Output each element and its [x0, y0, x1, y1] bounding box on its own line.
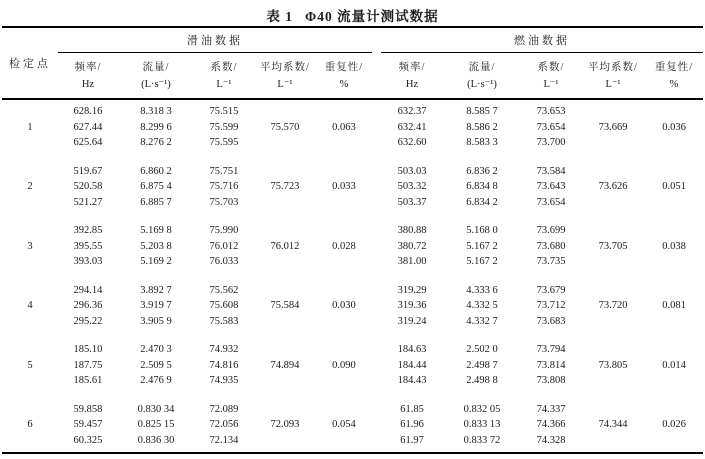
fuel-repeat-cell: 0.036: [662, 121, 686, 133]
oil-flow-cell: 2.476 9: [140, 375, 172, 386]
fuel-flow-cell: 4.333 6: [466, 284, 498, 296]
oil-flow-header: 流量/ (L·s⁻¹): [118, 53, 194, 100]
spacer-row: [2, 270, 703, 283]
oil-coef-cell: 75.595: [209, 137, 239, 148]
data-row: [2, 402, 703, 418]
fuel-flow-cell: 6.834 8: [466, 181, 498, 192]
fuel-freq-cell: 632.41: [397, 121, 427, 133]
fuel-freq-cell: 380.88: [397, 225, 427, 236]
oil-freq-cell: 519.67: [73, 165, 103, 177]
fuel-freq-cell: 319.29: [397, 284, 427, 296]
oil-coef-cell: 75.583: [209, 315, 239, 327]
oil-flow-cell: 3.892 7: [140, 284, 172, 296]
fuel-freq-cell: 503.32: [397, 181, 427, 192]
spacer-cell: [2, 270, 703, 283]
oil-flow-cell: 6.860 2: [140, 165, 172, 177]
spacer-cell: [2, 151, 703, 164]
fuel-freq-cell: 184.63: [397, 344, 427, 355]
data-row: [2, 342, 703, 358]
oil-avgcoef-header: 平均系数/ L⁻¹: [254, 53, 316, 100]
gap-cell: [372, 164, 381, 211]
fuel-avgcoef-cell: 73.805: [598, 359, 628, 371]
oil-coef-cell: 74.816: [209, 359, 239, 371]
gap-cell: [372, 342, 381, 389]
oil-freq-cell: 185.61: [73, 375, 103, 386]
spacer-cell: [2, 329, 703, 342]
fuel-coef-cell: 74.328: [536, 434, 566, 446]
flowmeter-data-table: [2, 26, 703, 454]
spacer-row: [2, 448, 703, 453]
group-header-row: [2, 27, 703, 53]
fuel-flow-cell: 4.332 7: [466, 315, 498, 327]
oil-coef-cell: 72.089: [209, 403, 239, 415]
fuel-coef-cell: 73.653: [536, 106, 566, 117]
oil-coef-cell: 75.562: [209, 284, 239, 296]
oil-freq-cell: 520.58: [73, 181, 103, 192]
group-header-fuel: 燃油数据: [381, 27, 703, 53]
oil-coef-cell: 75.703: [209, 196, 239, 208]
oil-freq-cell: 185.10: [73, 344, 103, 355]
fuel-coef-cell: 73.700: [536, 137, 566, 148]
checkpoint-cell: 2: [27, 181, 33, 192]
oil-freq-cell: 59.858: [73, 403, 103, 415]
oil-flow-cell: 5.169 2: [140, 256, 172, 267]
fuel-coef-cell: 74.366: [536, 419, 566, 430]
fuel-flow-cell: 8.586 2: [466, 121, 498, 133]
fuel-freq-cell: 503.37: [397, 196, 427, 208]
oil-avgcoef-cell: 76.012: [270, 240, 300, 252]
oil-coef-header: 系数/ L⁻¹: [194, 53, 254, 100]
checkpoint-cell: 5: [27, 359, 33, 371]
sub-header-row: [2, 53, 703, 100]
spacer-row: [2, 389, 703, 402]
oil-flow-cell: 3.905 9: [140, 315, 172, 327]
fuel-flow-cell: 2.498 7: [466, 359, 498, 371]
oil-coef-cell: 72.134: [209, 434, 239, 446]
oil-coef-cell: 74.932: [209, 344, 239, 355]
oil-coef-cell: 75.990: [209, 225, 239, 236]
checkpoint-cell: 4: [27, 300, 33, 311]
checkpoint-cell: 6: [27, 419, 33, 430]
fuel-flow-cell: 8.583 3: [466, 137, 498, 148]
oil-flow-cell: 0.836 30: [137, 434, 175, 446]
fuel-coef-cell: 73.654: [536, 196, 566, 208]
gap-cell: [372, 283, 381, 330]
oil-freq-cell: 395.55: [73, 240, 103, 252]
oil-avgcoef-cell: 75.723: [270, 181, 300, 192]
oil-freq-cell: 187.75: [73, 359, 103, 371]
checkpoint-cell: 1: [27, 121, 33, 133]
oil-coef-cell: 76.012: [209, 240, 239, 252]
fuel-coef-cell: 73.679: [536, 284, 566, 296]
oil-freq-cell: 521.27: [73, 196, 103, 208]
oil-coef-cell: 76.033: [209, 256, 239, 267]
spacer-row: [2, 329, 703, 342]
fuel-flow-cell: 8.585 7: [466, 106, 498, 117]
fuel-flow-cell: 4.332 5: [466, 300, 498, 311]
fuel-freq-cell: 632.37: [397, 106, 427, 117]
fuel-avgcoef-cell: 73.669: [598, 121, 628, 133]
oil-coef-cell: 75.515: [209, 106, 239, 117]
oil-freq-header: 频率/ Hz: [58, 53, 118, 100]
oil-repeat-cell: 0.054: [332, 419, 356, 430]
fuel-flow-cell: 5.167 2: [466, 240, 498, 252]
fuel-repeat-header: 重复性/ %: [645, 53, 703, 100]
fuel-flow-cell: 2.498 8: [466, 375, 498, 386]
gap-cell: [372, 223, 381, 270]
oil-repeat-cell: 0.090: [332, 359, 356, 371]
fuel-avgcoef-cell: 73.720: [598, 300, 628, 311]
oil-freq-cell: 294.14: [73, 284, 103, 296]
spacer-cell: [2, 210, 703, 223]
spacer-cell: [2, 448, 703, 453]
fuel-coef-cell: 73.654: [536, 121, 566, 133]
gap-cell: [372, 104, 381, 151]
oil-flow-cell: 8.276 2: [140, 137, 172, 148]
fuel-repeat-cell: 0.038: [662, 240, 686, 252]
fuel-flow-cell: 6.834 2: [466, 196, 498, 208]
oil-repeat-cell: 0.033: [332, 181, 356, 192]
oil-freq-cell: 295.22: [73, 315, 103, 327]
oil-freq-cell: 392.85: [73, 225, 103, 236]
oil-flow-cell: 6.885 7: [140, 196, 172, 208]
fuel-freq-cell: 381.00: [397, 256, 427, 267]
oil-flow-cell: 8.318 3: [140, 106, 172, 117]
oil-avgcoef-cell: 75.570: [270, 121, 300, 133]
fuel-flow-cell: 2.502 0: [466, 344, 498, 355]
checkpoint-cell: 3: [27, 240, 33, 252]
oil-flow-cell: 8.299 6: [140, 121, 172, 133]
oil-flow-cell: 0.825 15: [137, 419, 175, 430]
data-row: [2, 223, 703, 239]
fuel-coef-cell: 73.712: [536, 300, 566, 311]
fuel-flow-header: 流量/ (L·s⁻¹): [443, 53, 521, 100]
oil-flow-cell: 0.830 34: [137, 403, 175, 415]
fuel-freq-cell: 632.60: [397, 137, 427, 148]
oil-freq-cell: 625.64: [73, 137, 103, 148]
fuel-flow-cell: 5.167 2: [466, 256, 498, 267]
fuel-avgcoef-cell: 73.705: [598, 240, 628, 252]
oil-freq-cell: 393.03: [73, 256, 103, 267]
fuel-repeat-cell: 0.014: [662, 359, 686, 371]
oil-freq-cell: 628.16: [73, 106, 103, 117]
fuel-freq-cell: 503.03: [397, 165, 427, 177]
checkpoint-column-header: 检定点: [2, 27, 58, 99]
fuel-freq-cell: 61.85: [400, 403, 424, 415]
fuel-avgcoef-cell: 73.626: [598, 181, 628, 192]
fuel-freq-cell: 380.72: [397, 240, 427, 252]
fuel-repeat-cell: 0.051: [662, 181, 686, 192]
fuel-flow-cell: 0.832 05: [463, 403, 501, 415]
fuel-flow-cell: 5.168 0: [466, 225, 498, 236]
oil-coef-cell: 75.608: [209, 300, 239, 311]
fuel-freq-cell: 184.43: [397, 375, 427, 386]
oil-repeat-header: 重复性/ %: [316, 53, 372, 100]
fuel-avgcoef-cell: 74.344: [598, 419, 628, 430]
group-gap: [372, 27, 381, 53]
group-header-oil: 滑油数据: [58, 27, 372, 53]
table-title: [0, 0, 705, 26]
fuel-freq-header: 频率/ Hz: [381, 53, 443, 100]
fuel-freq-cell: 319.36: [397, 300, 427, 311]
oil-avgcoef-cell: 75.584: [270, 300, 300, 311]
oil-avgcoef-cell: 72.093: [270, 419, 300, 430]
oil-freq-cell: 59.457: [73, 419, 103, 430]
fuel-coef-cell: 73.735: [536, 256, 566, 267]
oil-repeat-cell: 0.063: [332, 121, 356, 133]
fuel-coef-cell: 73.683: [536, 315, 566, 327]
fuel-repeat-cell: 0.081: [662, 300, 686, 311]
oil-freq-cell: 296.36: [73, 300, 103, 311]
fuel-flow-cell: 0.833 13: [463, 419, 501, 430]
data-row: [2, 104, 703, 120]
fuel-avgcoef-header: 平均系数/ L⁻¹: [581, 53, 645, 100]
spacer-row: [2, 151, 703, 164]
table-number: 表 1: [266, 9, 294, 24]
oil-coef-cell: 75.716: [209, 181, 239, 192]
fuel-freq-cell: 61.97: [400, 434, 424, 446]
oil-coef-cell: 74.935: [209, 375, 239, 386]
fuel-repeat-cell: 0.026: [662, 419, 686, 430]
table-title-text: Φ40 流量计测试数据: [305, 9, 439, 24]
table-body: [2, 99, 703, 453]
oil-coef-cell: 75.599: [209, 121, 239, 133]
fuel-coef-cell: 73.643: [536, 181, 566, 192]
gap-cell: [372, 402, 381, 449]
fuel-coef-cell: 73.699: [536, 225, 566, 236]
spacer-row: [2, 210, 703, 223]
fuel-coef-cell: 73.680: [536, 240, 566, 252]
oil-flow-cell: 2.470 3: [140, 344, 172, 355]
data-row: [2, 164, 703, 180]
oil-coef-cell: 75.751: [209, 165, 239, 177]
fuel-freq-cell: 61.96: [400, 419, 424, 430]
fuel-coef-header: 系数/ L⁻¹: [521, 53, 581, 100]
oil-repeat-cell: 0.028: [332, 240, 356, 252]
fuel-coef-cell: 73.584: [536, 165, 566, 177]
fuel-coef-cell: 74.337: [536, 403, 566, 415]
oil-flow-cell: 2.509 5: [140, 359, 172, 371]
oil-flow-cell: 3.919 7: [140, 300, 172, 311]
oil-freq-cell: 60.325: [73, 434, 103, 446]
fuel-coef-cell: 73.794: [536, 344, 566, 355]
fuel-flow-cell: 0.833 72: [463, 434, 501, 446]
oil-flow-cell: 5.169 8: [140, 225, 172, 236]
group-gap: [372, 53, 381, 100]
fuel-flow-cell: 6.836 2: [466, 165, 498, 177]
oil-repeat-cell: 0.030: [332, 300, 356, 311]
spacer-cell: [2, 389, 703, 402]
oil-coef-cell: 72.056: [209, 419, 239, 430]
fuel-coef-cell: 73.814: [536, 359, 566, 371]
oil-avgcoef-cell: 74.894: [270, 359, 300, 371]
oil-flow-cell: 6.875 4: [140, 181, 172, 192]
data-row: [2, 283, 703, 299]
fuel-freq-cell: 184.44: [397, 359, 427, 371]
oil-flow-cell: 5.203 8: [140, 240, 172, 252]
fuel-coef-cell: 73.808: [536, 375, 566, 386]
oil-freq-cell: 627.44: [73, 121, 103, 133]
fuel-freq-cell: 319.24: [397, 315, 427, 327]
